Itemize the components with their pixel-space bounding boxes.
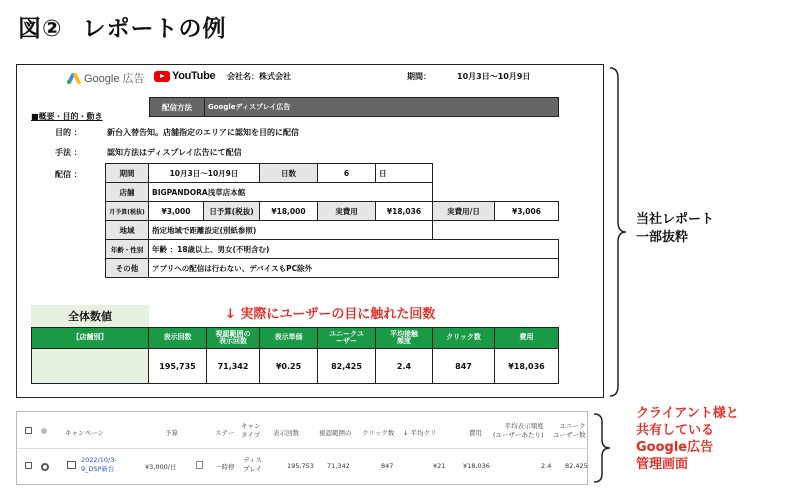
campaign-name-link[interactable]: 2022/10/3- 9_DSP新台 bbox=[81, 456, 117, 473]
shared-screen-label: クライアント様と 共有している Google広告 管理画面 bbox=[636, 406, 739, 472]
actual-daily-label: 実費用/日 bbox=[432, 201, 495, 221]
col-impressions[interactable]: 表示回数 bbox=[273, 429, 299, 437]
delivery-method-value: Googleディスプレイ広告 bbox=[204, 97, 559, 117]
other-value: アプリへの配信は行わない、デバイスもPC除外 bbox=[148, 258, 559, 278]
purpose-label: 目的 ： bbox=[55, 128, 82, 137]
summary-cell-store bbox=[31, 348, 149, 384]
row-status[interactable]: 一時停 bbox=[215, 463, 235, 471]
summary-cell-impressions: 195,735 bbox=[148, 348, 207, 384]
summary-cell-viewable: 71,342 bbox=[206, 348, 260, 384]
select-all-checkbox[interactable] bbox=[25, 427, 32, 434]
purpose-value: 新台入替告知。店舗指定のエリアに認知を目的に配信 bbox=[107, 128, 299, 137]
summary-header-cost: 費用 bbox=[494, 327, 559, 349]
col-clicks[interactable]: クリック数 bbox=[362, 429, 395, 437]
age-value: 年齢 ：18歳以上、男女(不明含む) bbox=[148, 239, 559, 259]
period-label: 期間： bbox=[407, 72, 431, 81]
col-frequency[interactable]: 平均表示頻度 (ユーザーあたり) bbox=[493, 422, 544, 439]
figure-title bbox=[18, 10, 226, 43]
actual-cost-label: 実費用 bbox=[317, 201, 376, 221]
col-status[interactable]: ステー bbox=[215, 429, 235, 437]
youtube-text: YouTube bbox=[172, 70, 216, 82]
summary-title: 全体数値 bbox=[31, 305, 149, 327]
report-brace bbox=[608, 66, 630, 398]
summary-header-viewable: 視認範囲の表示回数 bbox=[206, 327, 260, 349]
summary-cell-cpm: ¥0.25 bbox=[259, 348, 318, 384]
row-impressions: 195,753 bbox=[287, 462, 314, 470]
row-avg-cpc: ¥21 bbox=[433, 462, 446, 470]
summary-cell-unique-users: 82,425 bbox=[317, 348, 376, 384]
report-excerpt bbox=[16, 64, 604, 398]
summary-header-cpm: 表示単価 bbox=[259, 327, 318, 349]
col-unique-users[interactable]: ユニーク ユーザー数 bbox=[553, 422, 586, 439]
summary-header-unique-users: ユニークユーザー bbox=[317, 327, 376, 349]
figure-name: レポートの例 bbox=[82, 16, 227, 42]
row-cost: ¥18,036 bbox=[463, 462, 490, 470]
ad-manager-data-row[interactable] bbox=[17, 449, 587, 484]
days-value: 6 bbox=[317, 163, 376, 183]
edit-budget-icon[interactable] bbox=[196, 461, 203, 469]
status-header-dot-icon bbox=[41, 428, 47, 434]
row-viewable: 71,342 bbox=[327, 462, 350, 470]
paused-status-icon[interactable] bbox=[41, 463, 49, 471]
row-campaign-type: ディス プレイ bbox=[243, 456, 262, 473]
google-ads-logo bbox=[67, 70, 145, 86]
period-value: 10月3日～10月9日 bbox=[457, 72, 531, 81]
col-campaign[interactable]: キャンペーン bbox=[65, 429, 104, 437]
monthly-budget-label: 月予算(税抜) bbox=[105, 201, 149, 221]
daily-budget-label: 日予算(税抜) bbox=[203, 201, 260, 221]
region-label: 地域 bbox=[105, 220, 149, 240]
campaign-type-icon bbox=[67, 461, 76, 469]
youtube-play-icon bbox=[154, 71, 170, 82]
summary-header-impressions: 表示回数 bbox=[148, 327, 207, 349]
row-budget: ¥3,000/日 bbox=[145, 463, 177, 471]
youtube-logo bbox=[154, 70, 215, 82]
ad-manager-header-row bbox=[17, 412, 587, 449]
actual-cost-value: ¥18,036 bbox=[375, 201, 433, 221]
monthly-budget-value: ¥3,000 bbox=[148, 201, 204, 221]
store-label: 店舗 bbox=[105, 182, 149, 202]
summary-cell-cost: ¥18,036 bbox=[494, 348, 559, 384]
company-label: 会社名：株式会社 bbox=[227, 72, 291, 81]
ad-manager-table bbox=[16, 411, 588, 485]
region-value: 指定地域で距離設定(別紙参照) bbox=[148, 220, 433, 240]
summary-header-frequency: 平均接触頻度 bbox=[375, 327, 433, 349]
row-checkbox[interactable] bbox=[25, 462, 32, 469]
ad-manager-brace bbox=[592, 412, 614, 484]
col-avg-cpc[interactable]: ↓ 平均クリ bbox=[403, 429, 437, 437]
delivery-label: 配信 ： bbox=[55, 170, 82, 179]
days-unit: 日 bbox=[375, 163, 433, 183]
summary-cell-clicks: 847 bbox=[432, 348, 495, 384]
summary-annotation: ↓ 実際にユーザーの目に触れた回数 bbox=[225, 307, 436, 322]
actual-daily-value: ¥3,006 bbox=[494, 201, 559, 221]
google-ads-icon bbox=[67, 73, 81, 84]
delivery-method-label: 配信方法 bbox=[149, 97, 205, 117]
figure-number: 図② bbox=[18, 16, 63, 42]
period-cell-label: 期間 bbox=[105, 163, 149, 183]
col-budget[interactable]: 予算 bbox=[165, 429, 178, 437]
daily-budget-value: ¥18,000 bbox=[259, 201, 318, 221]
days-label: 日数 bbox=[259, 163, 318, 183]
row-frequency: 2.4 bbox=[541, 462, 552, 470]
method-value: 認知方法はディスプレイ広告にて配信 bbox=[107, 148, 242, 157]
row-unique-users: 82,425 bbox=[565, 462, 588, 470]
store-value: BIGPANDORA浅草店本館 bbox=[148, 182, 433, 202]
summary-cell-frequency: 2.4 bbox=[375, 348, 433, 384]
summary-header-store: 【店舗別】 bbox=[31, 327, 149, 349]
method-label: 手法 ： bbox=[55, 148, 82, 157]
report-excerpt-label: 当社レポート 一部抜粋 bbox=[636, 212, 715, 245]
age-label: 年齢・性別 bbox=[105, 239, 149, 259]
google-ads-text: Google 広告 bbox=[84, 73, 145, 85]
overview-section-title: ■概要・目的・動き bbox=[31, 112, 103, 121]
col-viewable-impressions[interactable]: 視認範囲の bbox=[319, 429, 352, 437]
summary-header-clicks: クリック数 bbox=[432, 327, 495, 349]
col-campaign-type[interactable]: キャン タイプ bbox=[241, 422, 261, 439]
row-clicks: 847 bbox=[381, 462, 394, 470]
other-label: その他 bbox=[105, 258, 149, 278]
period-cell-value: 10月3日～10月9日 bbox=[148, 163, 260, 183]
col-cost[interactable]: 費用 bbox=[469, 429, 482, 437]
